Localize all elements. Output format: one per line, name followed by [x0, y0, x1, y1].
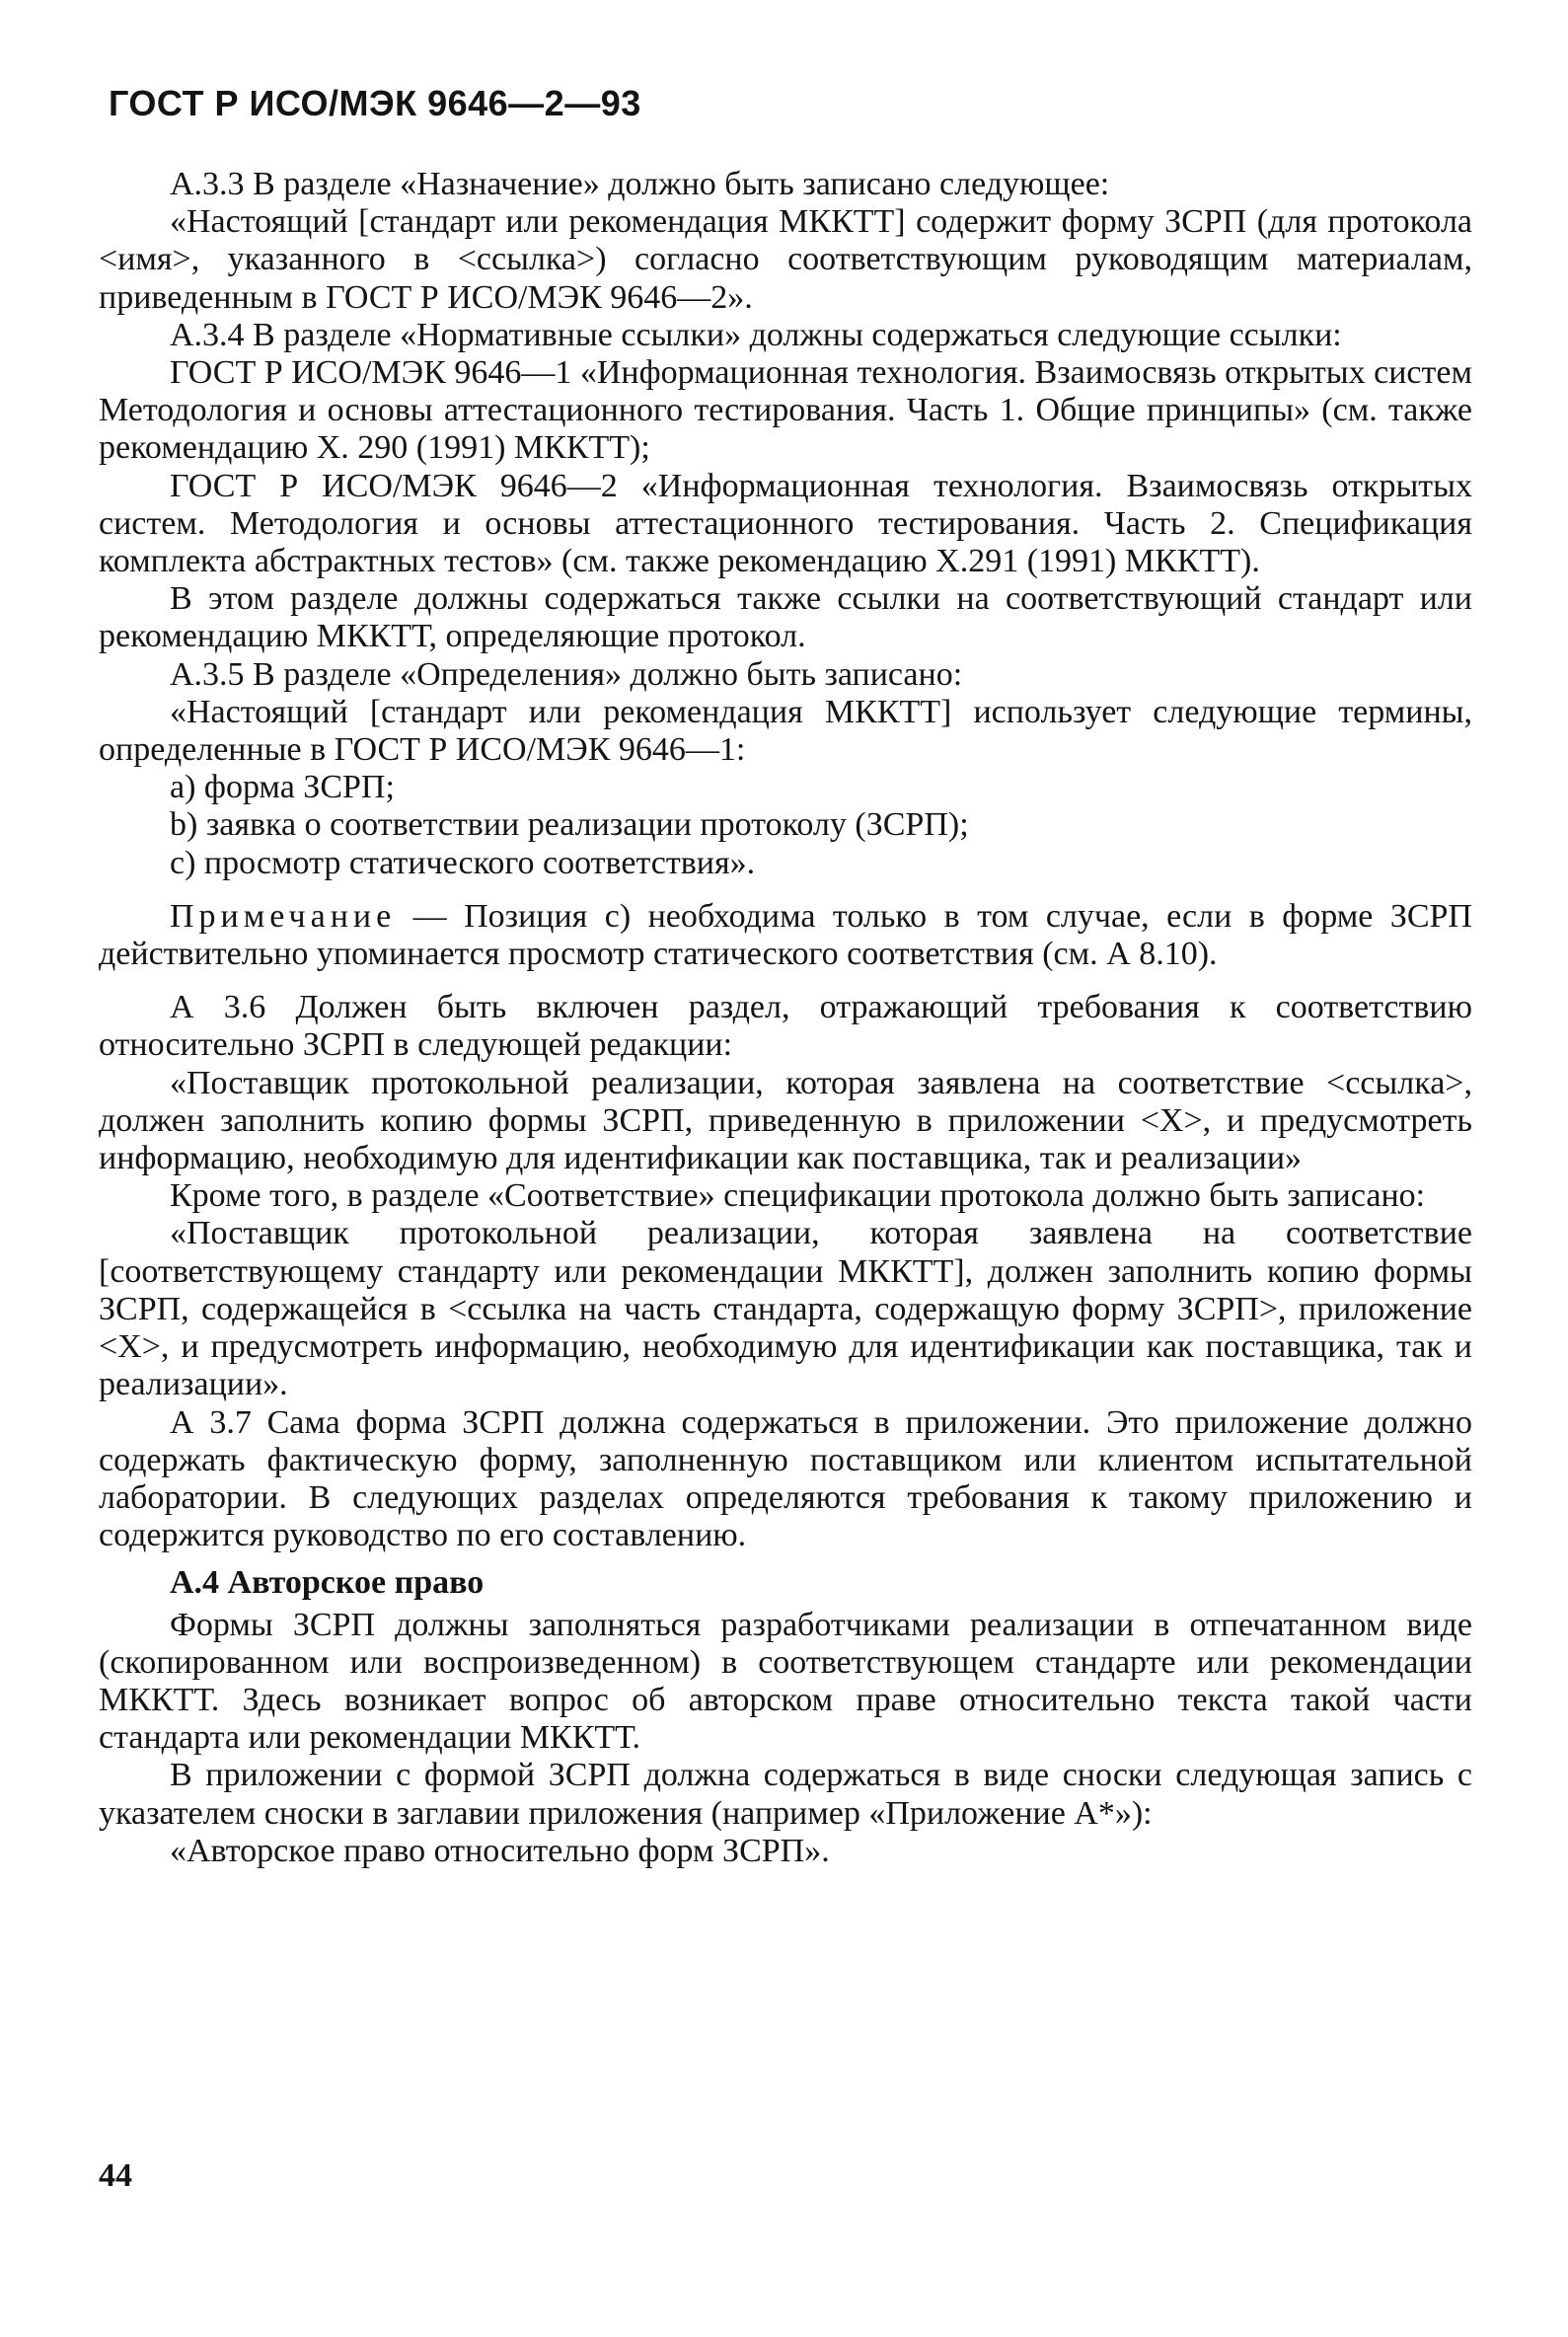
page-number: 44: [99, 2157, 132, 2194]
note: [99, 898, 1472, 973]
note-text: — Позиция с) необходима только в том случае, если в форме ЗСРП действительно упоминается просмотр статического соответствия (см. А 8.10).: [99, 897, 1472, 973]
note-label: Примечание: [170, 897, 397, 935]
paragraph-a33-quote: «Настоящий [стандарт или рекомендация МККТТ] содержит форму ЗСРП (для протокола <имя>, указанного в <ссылка>) согласно соответствующим руководящим материалам, приведенным в ГОСТ Р ИСО/МЭК 9646—2».: [99, 203, 1472, 316]
paragraph-refs-protocol: В этом разделе должны содержаться также ссылки на соответствующий стандарт или рекомендацию МККТТ, определяющие протокол.: [99, 580, 1472, 655]
list-item-a: a) форма ЗСРП;: [170, 769, 395, 806]
paragraph-a35-quote: «Настоящий [стандарт или рекомендация МККТТ] использует следующие термины, определенные в ГОСТ Р ИСО/МЭК 9646—1:: [99, 693, 1472, 769]
paragraph-a4-1: Формы ЗСРП должны заполняться разработчиками реализации в отпечатанном виде (скопированном или воспроизведенном) в соответствующем стандарте или рекомендации МККТТ. Здесь возникает вопрос об авторском праве относительно текста такой части стандарта или рекомендации МККТТ.: [99, 1606, 1472, 1757]
paragraph-a37: А 3.7 Сама форма ЗСРП должна содержаться в приложении. Это приложение должно содержать фактическую форму, заполненную поставщиком или клиентом испытательной лаборатории. В следующих разделах определяются требования к такому приложению и содержится руководство по его составлению.: [99, 1403, 1472, 1554]
paragraph-conformance: Кроме того, в разделе «Соответствие» спецификации протокола должно быть записано:: [170, 1177, 1426, 1215]
list-item-b: b) заявка о соответствии реализации протоколу (ЗСРП);: [170, 806, 969, 844]
paragraph-a33: А.3.3 В разделе «Назначение» должно быть записано следующее:: [170, 166, 1110, 202]
page-header-standard-id: ГОСТ Р ИСО/МЭК 9646—2—93: [109, 83, 641, 123]
paragraph-a35: А.3.5 В разделе «Определения» должно быть записано:: [170, 655, 963, 693]
section-heading-a4: А.4 Авторское право: [170, 1564, 485, 1602]
page-body: [99, 166, 1472, 1870]
paragraph-ref-9646-2: ГОСТ Р ИСО/МЭК 9646—2 «Информационная технология. Взаимосвязь открытых систем. Методология и основы аттестационного тестирования. Часть 2. Спецификация комплекта абстрактных тестов» (см. также рекомендацию Х.291 (1991) МККТТ).: [99, 467, 1472, 580]
paragraph-a36: А 3.6 Должен быть включен раздел, отражающий требования к соответствию относительно ЗСРП в следующей редакции:: [99, 989, 1472, 1064]
paragraph-a4-2: В приложении с формой ЗСРП должна содержаться в виде сноски следующая запись с указателем сноски в заглавии приложения (например «Приложение А*»):: [99, 1757, 1472, 1832]
paragraph-ref-9646-1: ГОСТ Р ИСО/МЭК 9646—1 «Информационная технология. Взаимосвязь открытых систем Методология и основы аттестационного тестирования. Часть 1. Общие принципы» (см. также рекомендацию Х. 290 (1991) МККТТ);: [99, 354, 1472, 467]
paragraph-conformance-quote: «Поставщик протокольной реализации, которая заявлена на соответствие [соответствующему стандарту или рекомендации МККТТ], должен заполнить копию формы ЗСРП, содержащейся в <ссылка на часть стандарта, содержащую форму ЗСРП>, приложение <Х>, и предусмотреть информацию, необходимую для идентификации как поставщика, так и реализации».: [99, 1215, 1472, 1403]
paragraph-a36-quote: «Поставщик протокольной реализации, которая заявлена на соответствие <ссылка>, должен заполнить копию формы ЗСРП, приведенную в приложении <Х>, и предусмотреть информацию, необходимую для идентификации как поставщика, так и реализации»: [99, 1064, 1472, 1177]
paragraph-a4-3: «Авторское право относительно форм ЗСРП».: [170, 1832, 830, 1869]
list-item-c: c) просмотр статического соответствия».: [170, 844, 756, 881]
paragraph-a34: А.3.4 В разделе «Нормативные ссылки» должны содержаться следующие ссылки:: [170, 316, 1342, 353]
